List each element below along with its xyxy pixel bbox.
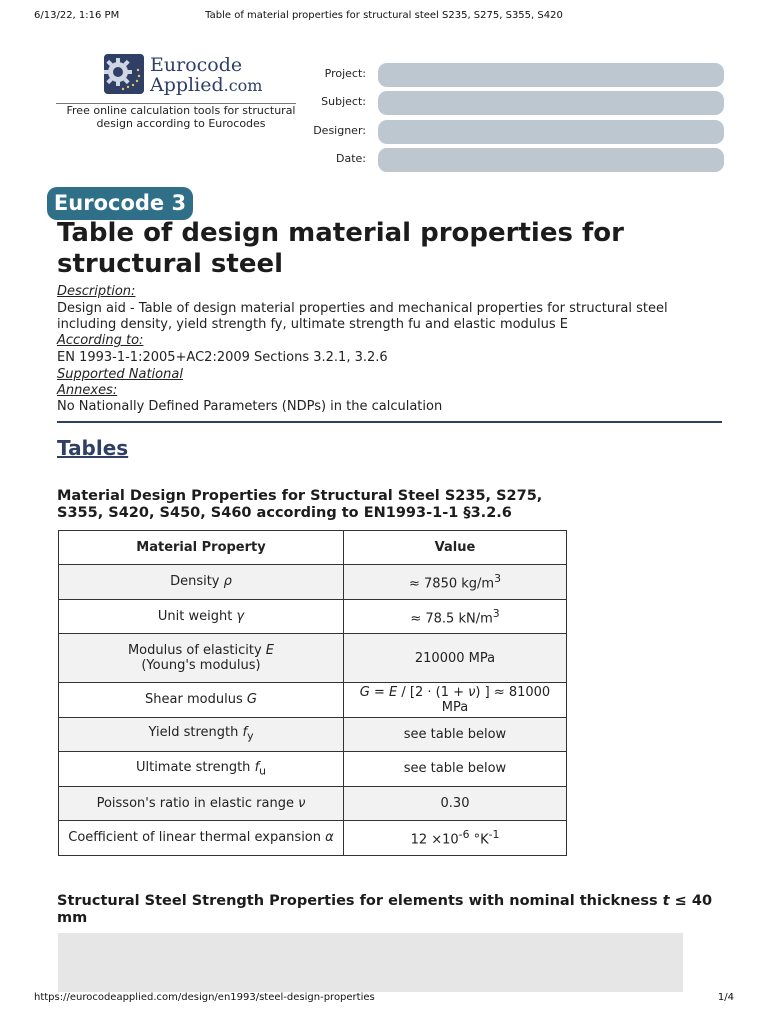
ultimate-label: Ultimate strength $f_u$ xyxy=(59,752,344,787)
table-row xyxy=(59,821,567,856)
designer-label: Designer: xyxy=(313,124,366,137)
unit-weight-label: Unit weight γ xyxy=(59,599,344,634)
date-label: Date: xyxy=(336,152,366,165)
subject-row xyxy=(300,91,724,113)
print-url: https://eurocodeapplied.com/design/en1993/steel-design-properties xyxy=(34,992,375,1003)
table-row xyxy=(59,599,567,634)
col-material-property: Material Property xyxy=(59,531,344,565)
table-header-row xyxy=(59,531,567,565)
site-logo[interactable] xyxy=(104,54,274,96)
logo-eurocode: Eurocode xyxy=(150,54,243,76)
print-header xyxy=(0,0,768,26)
annex-label[interactable]: Supported National Annexes: xyxy=(57,367,183,398)
poisson-value: 0.30 xyxy=(344,786,567,821)
section-divider xyxy=(57,421,722,423)
col-value: Value xyxy=(344,531,567,565)
table-row xyxy=(59,752,567,787)
tagline: Free online calculation tools for structural design according to Eurocodes xyxy=(66,104,296,130)
subject-input[interactable] xyxy=(378,91,724,115)
tables-heading[interactable]: Tables xyxy=(57,436,129,460)
table-row xyxy=(59,565,567,600)
description-text: Design aid - Table of design material properties and mechanical properties for structural steel including density, yield strength fy, ultimate strength fu and elastic modulus E xyxy=(57,301,668,332)
designer-row xyxy=(300,120,724,142)
print-page-number: 1/4 xyxy=(717,992,734,1003)
density-label: Density ρ xyxy=(59,565,344,600)
table-row xyxy=(59,717,567,752)
table-row xyxy=(59,786,567,821)
unit-weight-value: ≈ 78.5 $kN/m^3$ xyxy=(344,599,567,634)
date-row xyxy=(300,148,724,170)
gear-icon xyxy=(104,54,144,94)
project-row xyxy=(300,63,724,85)
annex-text: No Nationally Defined Parameters (NDPs) in the calculation xyxy=(57,399,443,414)
thermal-label: Coefficient of linear thermal expansion α xyxy=(59,821,344,856)
description-label: Description: xyxy=(57,284,136,299)
table-row xyxy=(59,683,567,718)
density-value: ≈ 7850 $kg/m^3$ xyxy=(344,565,567,600)
material-properties-table xyxy=(58,530,567,856)
thermal-value: $12 \times 10^{-6}$ $^\circ K^{-1}$ xyxy=(344,821,567,856)
print-date: 6/13/22, 1:16 PM xyxy=(34,10,120,21)
shear-label: Shear modulus G xyxy=(59,683,344,718)
ultimate-value: see table below xyxy=(344,752,567,787)
subject-label: Subject: xyxy=(321,95,366,108)
table-row xyxy=(59,634,567,683)
page-title: Table of design material properties for structural steel xyxy=(57,218,624,279)
date-input[interactable] xyxy=(378,148,724,172)
table2-heading: Structural Steel Strength Properties for elements with nominal thickness t ≤ 40 mm xyxy=(57,893,713,926)
project-input[interactable] xyxy=(378,63,724,87)
modulus-label: Modulus of elasticity E (Young's modulus) xyxy=(59,634,344,683)
yield-value: see table below xyxy=(344,717,567,752)
strength-table-placeholder xyxy=(58,933,683,992)
shear-value: G = E / [2 · (1 + ν) ] ≈ 81000 MPa xyxy=(344,683,567,718)
print-title: Table of material properties for structural steel S235, S275, S355, S420 xyxy=(205,10,563,21)
according-label: According to: xyxy=(57,333,144,348)
modulus-value: 210000 MPa xyxy=(344,634,567,683)
table1-heading: Material Design Properties for Structural Steel S235, S275, S355, S420, S450, S460 according to EN1993-1-1 §3.2.6 xyxy=(57,488,543,521)
poisson-label: Poisson's ratio in elastic range ν xyxy=(59,786,344,821)
according-text: EN 1993-1-1:2005+AC2:2009 Sections 3.2.1, 3.2.6 xyxy=(57,350,388,365)
eurocode-badge[interactable]: Eurocode 3 xyxy=(47,187,193,220)
project-label: Project: xyxy=(324,67,366,80)
designer-input[interactable] xyxy=(378,120,724,144)
yield-label: Yield strength $f_y$ xyxy=(59,717,344,752)
logo-applied: Applied.com xyxy=(150,74,263,96)
